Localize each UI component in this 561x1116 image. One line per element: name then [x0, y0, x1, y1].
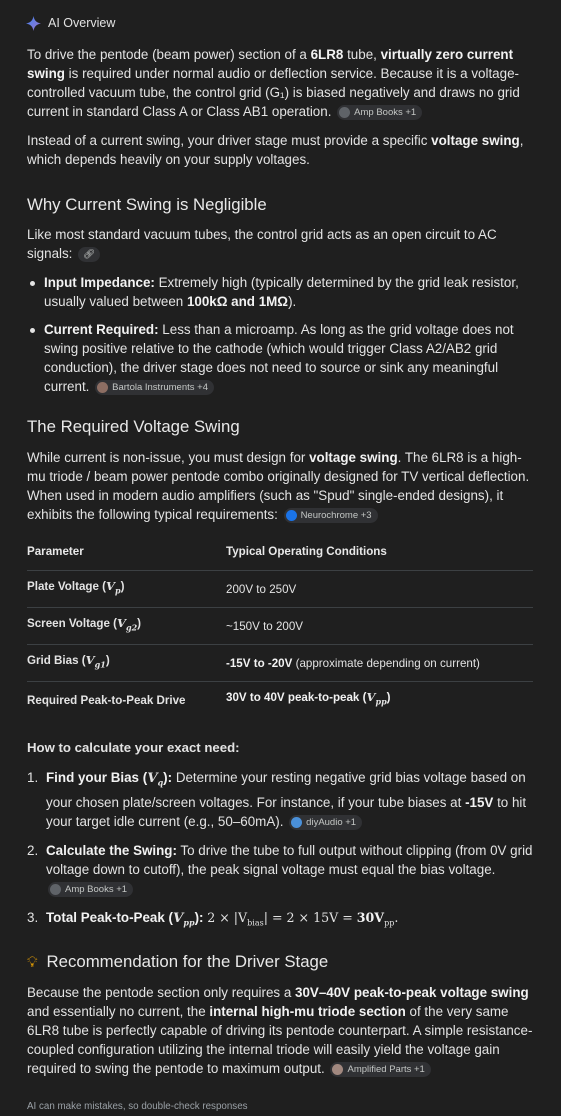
recommendation-heading: 💡︎ Recommendation for the Driver Stage [27, 952, 329, 972]
link-icon: 🔗︎ [83, 248, 96, 260]
source-avatar-icon [291, 817, 302, 828]
list-item: Current Required: Less than a microamp. As long as the grid voltage does not swing positive relative to the cathode (which would trigger Class A2/AB2 grid conduction), the driver stage does not need to source or sink any meaningful current. Bartola Instruments +4 [27, 320, 533, 396]
table-row: Grid Bias $(V_{g1})$ -15V to -20V (approximate depending on current) [27, 645, 533, 682]
list-item: 3. Total Peak-to-Peak $(V_{pp})$: $2 \times |V_{bias}| = 2 \times 15V = 30V_{pp}$. [27, 909, 399, 928]
ai-overview-title: AI Overview [48, 15, 116, 30]
disclaimer: AI can make mistakes, so double-check responses [27, 1101, 248, 1113]
source-chip[interactable]: Neurochrome +3 [284, 508, 378, 523]
calc-heading: How to calculate your exact need: [27, 740, 240, 755]
intro-paragraph-2: Instead of a current swing, your driver stage must provide a specific voltage swing, which depends heavily on your supply voltages. [27, 133, 524, 167]
table-header-parameter: Parameter [27, 544, 84, 558]
source-avatar-icon [286, 510, 297, 521]
list-item: 1. Find your Bias $(V_q)$: Determine your resting negative grid bias voltage based on your chosen plate/screen voltages. For instance, if your tube biases at -15V to hit your target idle current (e.g., 50–60mA). diyAudio +1 [27, 770, 527, 829]
section-heading-required: The Required Voltage Swing [27, 417, 240, 436]
required-paragraph: While current is non-issue, you must design for voltage swing. The 6LR8 is a high-mu triode / beam power pentode combo originally designed for TV vertical deflection. When used in modern audio amplifiers (such as "Spud" single-ended designs), it exhibits the following typical requirements: Neurochrome +3 [27, 450, 530, 522]
formula: $2 \times |V_{bias}| = 2 \times 15V = 30V_{pp}$. [207, 909, 399, 928]
source-chip[interactable]: Amplified Parts +1 [330, 1062, 430, 1077]
source-chip[interactable]: Amp Books +1 [337, 105, 422, 120]
link-chip[interactable] [78, 247, 100, 262]
source-avatar-icon [50, 884, 61, 895]
calc-steps [27, 768, 533, 932]
lightbulb-icon: 💡︎ [27, 953, 38, 971]
source-chip[interactable]: diyAudio +1 [289, 815, 362, 830]
table-row: Screen Voltage $(V_{g2})$ ~150V to 200V [27, 608, 533, 645]
why-list [27, 273, 533, 396]
source-avatar-icon [332, 1064, 343, 1075]
source-chip[interactable]: Bartola Instruments +4 [95, 380, 214, 395]
table-row: Plate Voltage $(V_p)$ 200V to 250V [27, 571, 533, 608]
source-avatar-icon [97, 382, 108, 393]
sparkle-icon [26, 16, 41, 31]
intro-paragraph: To drive the pentode (beam power) section of a 6LR8 tube, virtually zero current swing is required under normal audio or deflection service. Because it is a voltage-controlled vacuum tube, the control grid (G₁) is biased negatively and draws no grid current in standard Class A or Class AB1 operation. Amp Books +1 [27, 47, 520, 119]
table-row: Required Peak-to-Peak Drive 30V to 40V peak-to-peak $(V_{pp})$ [27, 682, 533, 719]
ai-overview [0, 11, 561, 1116]
source-avatar-icon [339, 107, 350, 118]
ai-overview-header [26, 11, 533, 35]
section-heading-why: Why Current Swing is Negligible [27, 195, 267, 214]
table-header-conditions: Typical Operating Conditions [226, 544, 387, 558]
list-item: Input Impedance: Extremely high (typically determined by the grid leak resistor, usually valued between 100kΩ and 1MΩ). [27, 273, 533, 311]
source-chip[interactable]: Amp Books +1 [48, 882, 133, 897]
operating-conditions-table [27, 541, 533, 718]
table-header-row [27, 541, 533, 571]
recommendation-paragraph: Because the pentode section only requires a 30V–40V peak-to-peak voltage swing and essentially no current, the internal high-mu triode section of the very same 6LR8 tube is perfectly capable of driving its pentode counterpart. A simple resistance-coupled configuration utilizing the internal triode will easily yield the voltage gain required to swing the pentode to maximum output. Amplified Parts +1 [27, 985, 533, 1077]
why-lead: Like most standard vacuum tubes, the control grid acts as an open circuit to AC signals: 🔗︎ [27, 227, 497, 261]
list-item: 2. Calculate the Swing: To drive the tube to full output without clipping (from 0V grid voltage down to cutoff), the peak signal voltage must equal the bias voltage. Amp Books +1 [27, 842, 533, 895]
